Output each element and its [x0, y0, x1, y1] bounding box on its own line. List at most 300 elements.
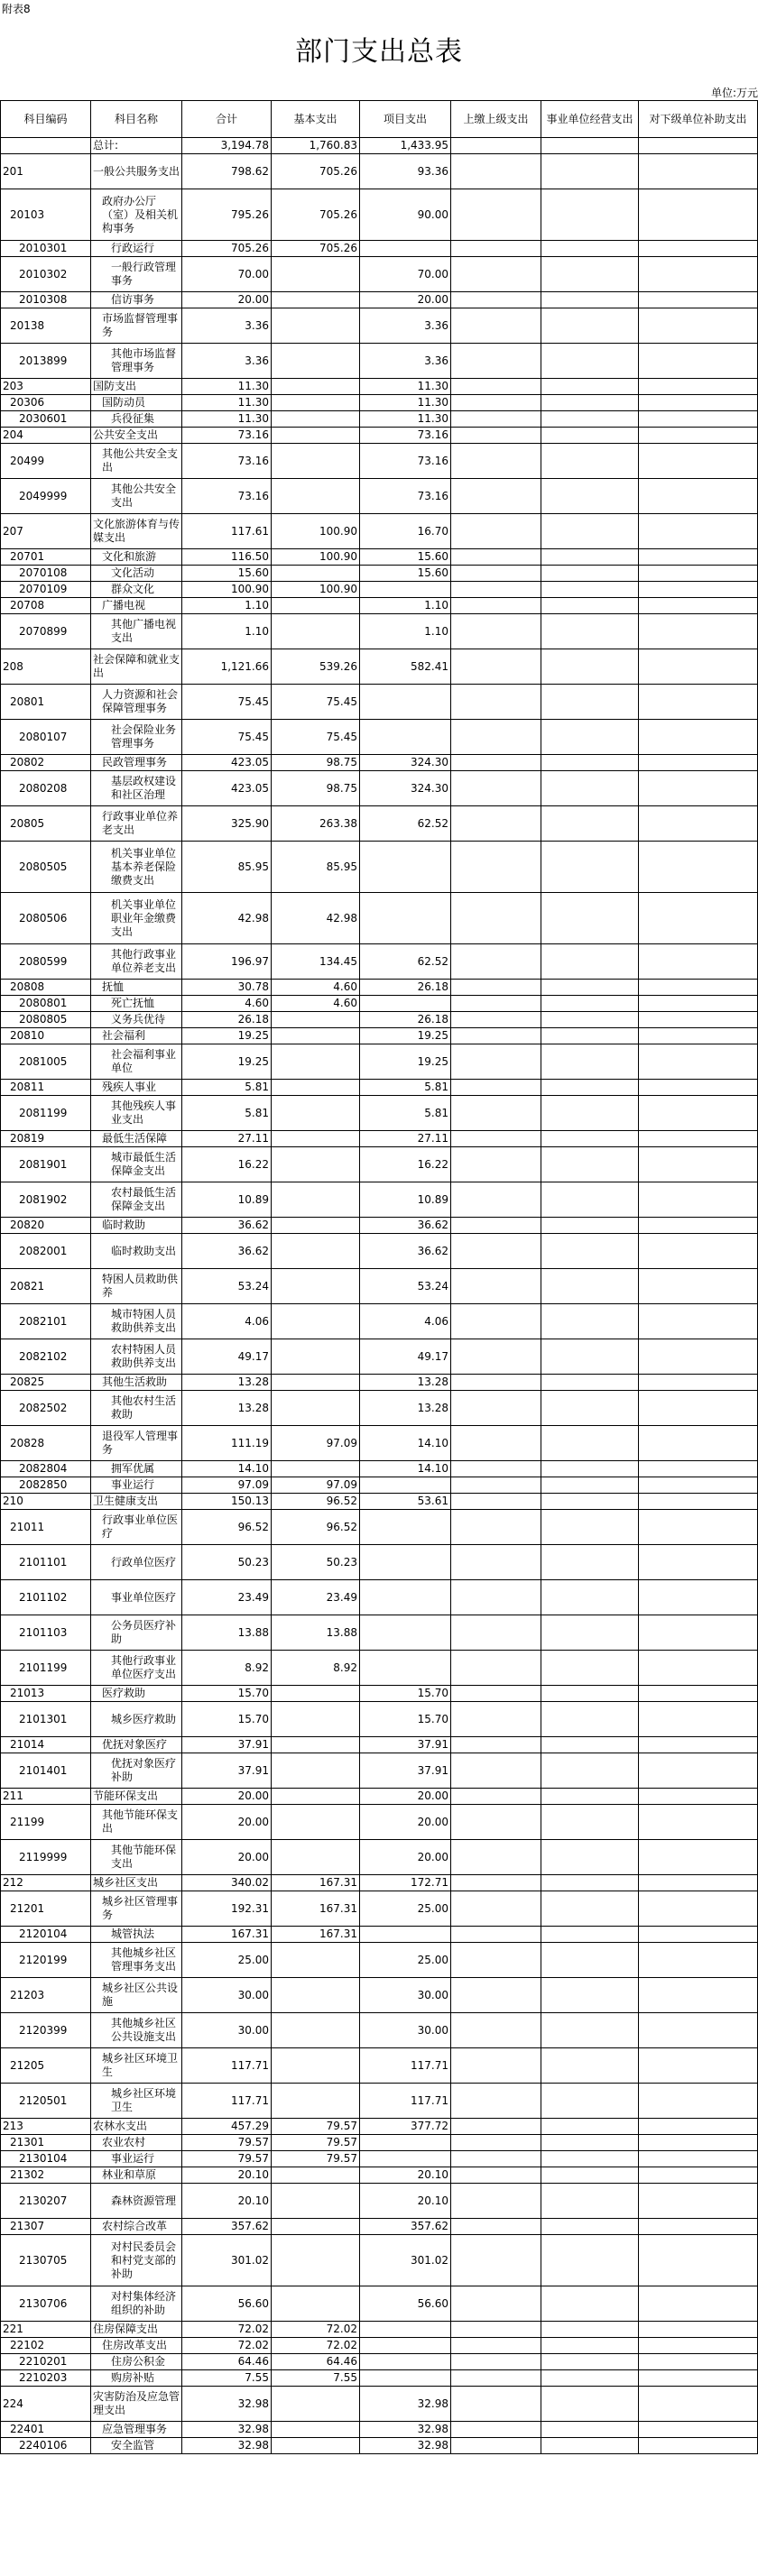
row-subsidy — [639, 1840, 758, 1875]
row-total: 20.00 — [182, 1840, 272, 1875]
row-business — [541, 257, 639, 292]
row-name: 城市最低生活保障金支出 — [91, 1147, 182, 1182]
table-row — [1, 1461, 758, 1477]
row-upper — [451, 2013, 541, 2048]
row-total: 1.10 — [182, 598, 272, 614]
row-code: 2101401 — [1, 1753, 91, 1789]
table-row — [1, 411, 758, 428]
row-project: 3.36 — [360, 308, 451, 344]
table-row — [1, 1012, 758, 1028]
row-basic: 79.57 — [272, 2119, 360, 2135]
row-project: 13.28 — [360, 1391, 451, 1426]
table-row — [1, 1805, 758, 1840]
row-upper — [451, 1391, 541, 1426]
row-subsidy — [639, 1477, 758, 1494]
row-upper — [451, 1304, 541, 1339]
row-upper — [451, 2387, 541, 2422]
row-upper — [451, 2184, 541, 2219]
row-subsidy — [639, 1978, 758, 2013]
row-total: 20.10 — [182, 2167, 272, 2184]
row-basic — [272, 1789, 360, 1805]
row-project: 5.81 — [360, 1080, 451, 1096]
table-row — [1, 2135, 758, 2151]
row-name: 市场监督管理事务 — [91, 308, 182, 344]
table-row — [1, 1477, 758, 1494]
row-project: 73.16 — [360, 479, 451, 514]
row-code: 2210201 — [1, 2354, 91, 2370]
row-project: 15.70 — [360, 1686, 451, 1702]
table-row — [1, 292, 758, 308]
row-project: 36.62 — [360, 1234, 451, 1269]
row-code: 2130705 — [1, 2235, 91, 2286]
row-upper — [451, 2151, 541, 2167]
row-business — [541, 1096, 639, 1131]
row-total: 32.98 — [182, 2387, 272, 2422]
table-row — [1, 720, 758, 755]
row-name: 社会福利事业单位 — [91, 1044, 182, 1080]
row-subsidy — [639, 395, 758, 411]
row-project: 324.30 — [360, 755, 451, 771]
row-business — [541, 1651, 639, 1686]
table-row — [1, 2119, 758, 2135]
row-business — [541, 582, 639, 598]
row-upper — [451, 1375, 541, 1391]
row-subsidy — [639, 1028, 758, 1044]
row-name: 事业运行 — [91, 1477, 182, 1494]
row-basic — [272, 614, 360, 649]
row-basic — [272, 2219, 360, 2235]
row-upper — [451, 1147, 541, 1182]
row-total: 72.02 — [182, 2338, 272, 2354]
table-row — [1, 1426, 758, 1461]
row-subsidy — [639, 2235, 758, 2286]
row-name: 机关事业单位基本养老保险缴费支出 — [91, 842, 182, 893]
row-upper — [451, 1269, 541, 1304]
row-upper — [451, 1339, 541, 1375]
row-name: 行政事业单位医疗 — [91, 1510, 182, 1545]
row-basic — [272, 566, 360, 582]
row-business — [541, 2048, 639, 2084]
row-project: 1.10 — [360, 598, 451, 614]
row-business — [541, 2322, 639, 2338]
row-name: 农林水支出 — [91, 2119, 182, 2135]
row-name: 森林资源管理 — [91, 2184, 182, 2219]
row-project: 30.00 — [360, 1978, 451, 2013]
row-project: 32.98 — [360, 2387, 451, 2422]
row-basic — [272, 395, 360, 411]
row-subsidy — [639, 1339, 758, 1375]
row-name: 群众文化 — [91, 582, 182, 598]
row-basic — [272, 2286, 360, 2322]
row-total: 20.10 — [182, 2184, 272, 2219]
row-code: 2080801 — [1, 996, 91, 1012]
row-total: 150.13 — [182, 1494, 272, 1510]
row-upper — [451, 2167, 541, 2184]
row-total: 72.02 — [182, 2322, 272, 2338]
row-name: 对村集体经济组织的补助 — [91, 2286, 182, 2322]
row-basic — [272, 379, 360, 395]
row-subsidy — [639, 189, 758, 241]
row-business — [541, 1218, 639, 1234]
row-business — [541, 1927, 639, 1943]
row-total: 36.62 — [182, 1218, 272, 1234]
row-subsidy — [639, 1182, 758, 1218]
row-basic — [272, 1978, 360, 2013]
row-business — [541, 1943, 639, 1978]
row-project: 62.52 — [360, 806, 451, 842]
row-basic — [272, 1737, 360, 1753]
row-total: 32.98 — [182, 2438, 272, 2454]
row-project: 5.81 — [360, 1096, 451, 1131]
row-project: 10.89 — [360, 1182, 451, 1218]
row-project: 36.62 — [360, 1218, 451, 1234]
row-business — [541, 1805, 639, 1840]
row-code: 2130207 — [1, 2184, 91, 2219]
row-name: 特困人员救助供养 — [91, 1269, 182, 1304]
row-total: 5.81 — [182, 1080, 272, 1096]
row-basic: 7.55 — [272, 2370, 360, 2387]
row-subsidy — [639, 1461, 758, 1477]
row-business — [541, 2235, 639, 2286]
row-basic — [272, 479, 360, 514]
row-name: 农村特困人员救助供养支出 — [91, 1339, 182, 1375]
row-subsidy — [639, 292, 758, 308]
row-subsidy — [639, 1391, 758, 1426]
row-total: 96.52 — [182, 1510, 272, 1545]
row-business — [541, 1426, 639, 1461]
row-business — [541, 2135, 639, 2151]
row-project: 377.72 — [360, 2119, 451, 2135]
row-project: 26.18 — [360, 980, 451, 996]
row-subsidy — [639, 755, 758, 771]
table-row — [1, 1891, 758, 1927]
row-upper — [451, 189, 541, 241]
table-row — [1, 1028, 758, 1044]
row-upper — [451, 2048, 541, 2084]
row-total: 37.91 — [182, 1753, 272, 1789]
row-upper — [451, 1840, 541, 1875]
row-basic: 96.52 — [272, 1510, 360, 1545]
row-total: 13.28 — [182, 1391, 272, 1426]
row-business — [541, 1375, 639, 1391]
row-total: 36.62 — [182, 1234, 272, 1269]
row-upper — [451, 1686, 541, 1702]
row-total: 27.11 — [182, 1131, 272, 1147]
row-project — [360, 1510, 451, 1545]
row-total: 73.16 — [182, 444, 272, 479]
row-code: 20810 — [1, 1028, 91, 1044]
row-subsidy — [639, 1943, 758, 1978]
row-name: 公务员医疗补助 — [91, 1615, 182, 1651]
row-code: 20801 — [1, 685, 91, 720]
row-upper — [451, 2286, 541, 2322]
row-name: 优抚对象医疗补助 — [91, 1753, 182, 1789]
row-total: 37.91 — [182, 1737, 272, 1753]
row-subsidy — [639, 720, 758, 755]
row-project: 11.30 — [360, 395, 451, 411]
row-code: 2101301 — [1, 1702, 91, 1737]
row-total: 56.60 — [182, 2286, 272, 2322]
row-project: 14.10 — [360, 1461, 451, 1477]
row-name: 政府办公厅（室）及相关机构事务 — [91, 189, 182, 241]
row-total: 117.71 — [182, 2048, 272, 2084]
row-code: 213 — [1, 2119, 91, 2135]
row-upper — [451, 1978, 541, 2013]
row-basic: 97.09 — [272, 1477, 360, 1494]
table-row — [1, 138, 758, 154]
row-project — [360, 2135, 451, 2151]
row-subsidy — [639, 2084, 758, 2119]
row-subsidy — [639, 2370, 758, 2387]
row-business — [541, 2286, 639, 2322]
table-row — [1, 2084, 758, 2119]
row-code: 21014 — [1, 1737, 91, 1753]
table-row — [1, 1147, 758, 1182]
row-basic — [272, 344, 360, 379]
row-total: 26.18 — [182, 1012, 272, 1028]
row-basic: 97.09 — [272, 1426, 360, 1461]
row-subsidy — [639, 2438, 758, 2454]
row-project: 582.41 — [360, 649, 451, 685]
row-business — [541, 771, 639, 806]
row-basic: 705.26 — [272, 154, 360, 189]
row-subsidy — [639, 685, 758, 720]
row-business — [541, 1147, 639, 1182]
table-row — [1, 549, 758, 566]
row-business — [541, 1702, 639, 1737]
row-business — [541, 2184, 639, 2219]
row-total: 13.28 — [182, 1375, 272, 1391]
table-row — [1, 1269, 758, 1304]
row-project: 26.18 — [360, 1012, 451, 1028]
table-row — [1, 755, 758, 771]
row-project — [360, 2151, 451, 2167]
row-name: 行政单位医疗 — [91, 1545, 182, 1580]
row-upper — [451, 755, 541, 771]
row-subsidy — [639, 308, 758, 344]
row-total: 4.06 — [182, 1304, 272, 1339]
row-code: 203 — [1, 379, 91, 395]
row-upper — [451, 2438, 541, 2454]
row-business — [541, 2354, 639, 2370]
row-code: 2101199 — [1, 1651, 91, 1686]
row-project — [360, 1580, 451, 1615]
row-total: 30.00 — [182, 1978, 272, 2013]
row-project — [360, 582, 451, 598]
row-code: 2210203 — [1, 2370, 91, 2387]
row-business — [541, 1494, 639, 1510]
row-subsidy — [639, 598, 758, 614]
row-total: 25.00 — [182, 1943, 272, 1978]
row-name: 机关事业单位职业年金缴费支出 — [91, 893, 182, 944]
row-upper — [451, 1080, 541, 1096]
row-business — [541, 411, 639, 428]
row-name: 抚恤 — [91, 980, 182, 996]
row-subsidy — [639, 514, 758, 549]
row-code: 20306 — [1, 395, 91, 411]
row-total: 117.61 — [182, 514, 272, 549]
row-subsidy — [639, 1044, 758, 1080]
row-business — [541, 566, 639, 582]
row-upper — [451, 1494, 541, 1510]
row-business — [541, 2013, 639, 2048]
row-total: 85.95 — [182, 842, 272, 893]
table-row — [1, 980, 758, 996]
row-name: 林业和草原 — [91, 2167, 182, 2184]
row-subsidy — [639, 549, 758, 566]
row-subsidy — [639, 2151, 758, 2167]
row-subsidy — [639, 1269, 758, 1304]
row-upper — [451, 1805, 541, 1840]
row-name: 城乡社区管理事务 — [91, 1891, 182, 1927]
row-code: 2101102 — [1, 1580, 91, 1615]
row-name: 社会福利 — [91, 1028, 182, 1044]
row-upper — [451, 996, 541, 1012]
row-project: 16.70 — [360, 514, 451, 549]
row-subsidy — [639, 944, 758, 980]
row-total: 192.31 — [182, 1891, 272, 1927]
row-total: 14.10 — [182, 1461, 272, 1477]
row-basic — [272, 1080, 360, 1096]
row-code: 21011 — [1, 1510, 91, 1545]
row-project: 19.25 — [360, 1044, 451, 1080]
row-subsidy — [639, 2322, 758, 2338]
row-business — [541, 1580, 639, 1615]
row-name: 农村综合改革 — [91, 2219, 182, 2235]
row-subsidy — [639, 444, 758, 479]
row-name: 农村最低生活保障金支出 — [91, 1182, 182, 1218]
row-upper — [451, 344, 541, 379]
row-name: 住房改革支出 — [91, 2338, 182, 2354]
row-name: 节能环保支出 — [91, 1789, 182, 1805]
row-subsidy — [639, 344, 758, 379]
row-project: 19.25 — [360, 1028, 451, 1044]
table-row — [1, 154, 758, 189]
table-row — [1, 996, 758, 1012]
row-total: 167.31 — [182, 1927, 272, 1943]
row-name: 兵役征集 — [91, 411, 182, 428]
row-subsidy — [639, 1651, 758, 1686]
row-project: 20.00 — [360, 292, 451, 308]
row-project: 11.30 — [360, 379, 451, 395]
row-upper — [451, 649, 541, 685]
row-business — [541, 614, 639, 649]
row-subsidy — [639, 2286, 758, 2322]
row-upper — [451, 1182, 541, 1218]
row-code: 21013 — [1, 1686, 91, 1702]
row-code — [1, 138, 91, 154]
table-row — [1, 1580, 758, 1615]
row-total: 19.25 — [182, 1028, 272, 1044]
row-business — [541, 806, 639, 842]
row-name: 住房公积金 — [91, 2354, 182, 2370]
row-basic: 167.31 — [272, 1891, 360, 1927]
row-business — [541, 1477, 639, 1494]
table-row — [1, 2151, 758, 2167]
row-business — [541, 308, 639, 344]
row-project: 53.61 — [360, 1494, 451, 1510]
row-name: 民政管理事务 — [91, 755, 182, 771]
row-upper — [451, 1044, 541, 1080]
row-basic — [272, 444, 360, 479]
table-row — [1, 2354, 758, 2370]
row-code: 21205 — [1, 2048, 91, 2084]
row-basic: 42.98 — [272, 893, 360, 944]
row-basic — [272, 2167, 360, 2184]
row-total: 1.10 — [182, 614, 272, 649]
row-total: 423.05 — [182, 771, 272, 806]
row-project: 30.00 — [360, 2013, 451, 2048]
row-total: 30.78 — [182, 980, 272, 996]
row-code: 2080505 — [1, 842, 91, 893]
row-total: 1,121.66 — [182, 649, 272, 685]
row-code: 2070109 — [1, 582, 91, 598]
row-code: 201 — [1, 154, 91, 189]
row-total: 325.90 — [182, 806, 272, 842]
row-business — [541, 189, 639, 241]
row-name: 信访事务 — [91, 292, 182, 308]
row-business — [541, 395, 639, 411]
row-basic: 13.88 — [272, 1615, 360, 1651]
row-upper — [451, 1875, 541, 1891]
row-name: 医疗救助 — [91, 1686, 182, 1702]
row-basic: 79.57 — [272, 2135, 360, 2151]
row-subsidy — [639, 1753, 758, 1789]
row-project — [360, 2322, 451, 2338]
row-code: 2082502 — [1, 1391, 91, 1426]
row-basic — [272, 2048, 360, 2084]
row-code: 20708 — [1, 598, 91, 614]
row-name: 城管执法 — [91, 1927, 182, 1943]
row-project — [360, 241, 451, 257]
row-project: 53.24 — [360, 1269, 451, 1304]
table-row — [1, 2422, 758, 2438]
row-name: 对村民委员会和村党支部的补助 — [91, 2235, 182, 2286]
row-code: 211 — [1, 1789, 91, 1805]
row-basic — [272, 1131, 360, 1147]
row-business — [541, 1028, 639, 1044]
row-project: 16.22 — [360, 1147, 451, 1182]
row-upper — [451, 2422, 541, 2438]
row-business — [541, 2219, 639, 2235]
row-subsidy — [639, 241, 758, 257]
row-business — [541, 2422, 639, 2438]
row-subsidy — [639, 2048, 758, 2084]
row-subsidy — [639, 1234, 758, 1269]
row-project: 32.98 — [360, 2438, 451, 2454]
row-upper — [451, 1012, 541, 1028]
row-basic: 167.31 — [272, 1875, 360, 1891]
table-row — [1, 1753, 758, 1789]
row-name: 临时救助 — [91, 1218, 182, 1234]
row-subsidy — [639, 2119, 758, 2135]
row-code: 2030601 — [1, 411, 91, 428]
row-total: 7.55 — [182, 2370, 272, 2387]
row-code: 2120399 — [1, 2013, 91, 2048]
row-total: 11.30 — [182, 395, 272, 411]
row-project: 37.91 — [360, 1737, 451, 1753]
row-code: 2080599 — [1, 944, 91, 980]
row-business — [541, 1978, 639, 2013]
row-basic — [272, 598, 360, 614]
row-name: 一般公共服务支出 — [91, 154, 182, 189]
row-business — [541, 1304, 639, 1339]
row-subsidy — [639, 2135, 758, 2151]
row-total: 798.62 — [182, 154, 272, 189]
row-upper — [451, 257, 541, 292]
row-basic: 96.52 — [272, 1494, 360, 1510]
row-project: 20.10 — [360, 2184, 451, 2219]
